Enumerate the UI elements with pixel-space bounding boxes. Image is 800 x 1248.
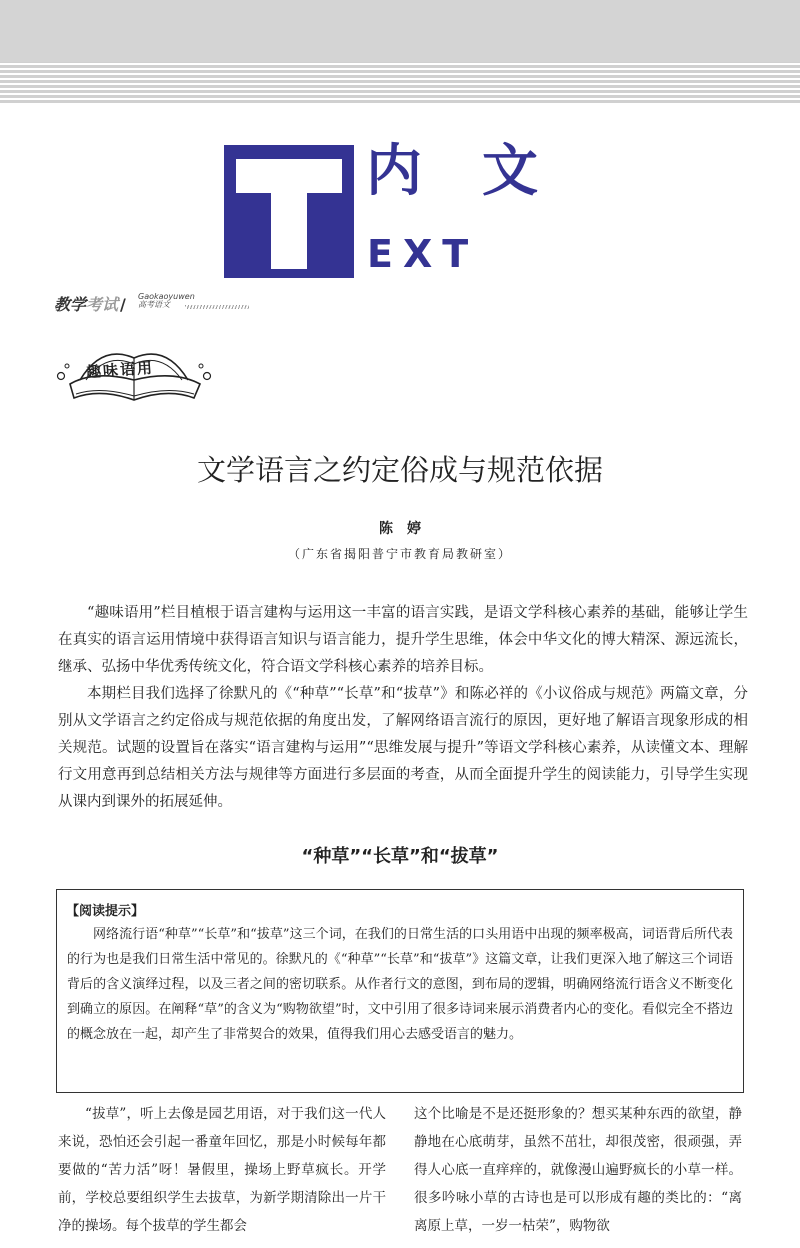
brand-sub-cn: 高考语文 (138, 300, 170, 309)
article-affiliation: （广东省揭阳普宁市教育局教研室） (287, 547, 512, 561)
reading-tip-heading: 【阅读提示】 (66, 904, 145, 919)
reading-tip-text: 网络流行语“种草”“长草”和“拔草”这三个词，在我们的日常生活的口头用语中出现的频率极高，词语背后所代表的行为也是我们日常生活中常见的。徐默凡的《“种草”“长草”和“拔草”》这篇文章，让我们更深入地了解这三个词语背后的含义演绎过程，以及三者之间的密切联系。从作者行文的意图，到布局的逻辑，明确网络流行语含义不断变化到确立的原因。在阐释“草”的含义为“购物欲望”时，文中引用了很多诗词来展示消费者内心的变化。看似完全不搭边的概念放在一起，却产生了非常契合的效果，值得我们用心去感受语言的魅力。 (67, 927, 733, 1042)
brand-main: 教学 (54, 295, 87, 314)
header-stripes (0, 0, 800, 104)
brand-hatch-line (185, 305, 249, 309)
brand-accent: 考试 (86, 295, 119, 314)
body-column-right: 这个比喻是不是还挺形象的？想买某种东西的欲望，静静地在心底萌芽，虽然不茁壮，却很茂密，很顽强，弄得人心底一直痒痒的，就像漫山遍野疯长的小草一样。很多吟咏小草的古诗也是可以形成有趣的类比的：“离离原上草，一岁一枯荣”，购物欲 (414, 1106, 742, 1234)
body-column-left: “拔草”，听上去像是园艺用语，对于我们这一代人来说，恐怕还会引起一番童年回忆，那是小时候每年都要做的“苦力活”呀！暑假里，操场上野草疯长。开学前，学校总要组织学生去拔草，为新学期清除出一片干净的操场。每个拔草的学生都会 (58, 1106, 386, 1234)
reading-tip-box (56, 889, 744, 1093)
intro-paragraph: “趣味语用”栏目植根于语言建构与运用这一丰富的语言实践，是语文学科核心素养的基础，能够让学生在真实的语言运用情境中获得语言知识与语言能力，提升学生思维，体会中华文化的博大精深、源远流长，继承、弘扬中华优秀传统文化，符合语文学科核心素养的培养目标。 (58, 605, 748, 675)
column-label: 趣味语用 (85, 358, 155, 382)
section-title: “种草”“长草”和“拔草” (301, 846, 499, 867)
journal-brand: 教学考试 / (54, 295, 126, 314)
intro-paragraph: 本期栏目我们选择了徐默凡的《“种草”“长草”和“拔草”》和陈必祥的《小议俗成与规范》两篇文章，分别从文学语言之约定俗成与规范依据的角度出发，了解网络语言流行的原因，更好地了解语言现象形成的相关规范。试题的设置旨在落实“语言建构与运用”“思维发展与提升”等语文学科核心素养，从读懂文本、理解行文用意再到总结相关方法与规律等方面进行多层面的考查，从而全面提升学生的阅读能力，引导学生实现从课内到课外的拓展延伸。 (58, 686, 748, 810)
header-title-cn: 内文 (366, 139, 598, 204)
article-author: 陈婷 (379, 521, 435, 537)
t-logo-icon (224, 145, 354, 278)
article-title: 文学语言之约定俗成与规范依据 (196, 453, 603, 487)
header-title-en: EXT (367, 232, 479, 276)
intro-section (58, 600, 748, 816)
brand-pinyin: Gaokaoyuwen (138, 292, 195, 301)
